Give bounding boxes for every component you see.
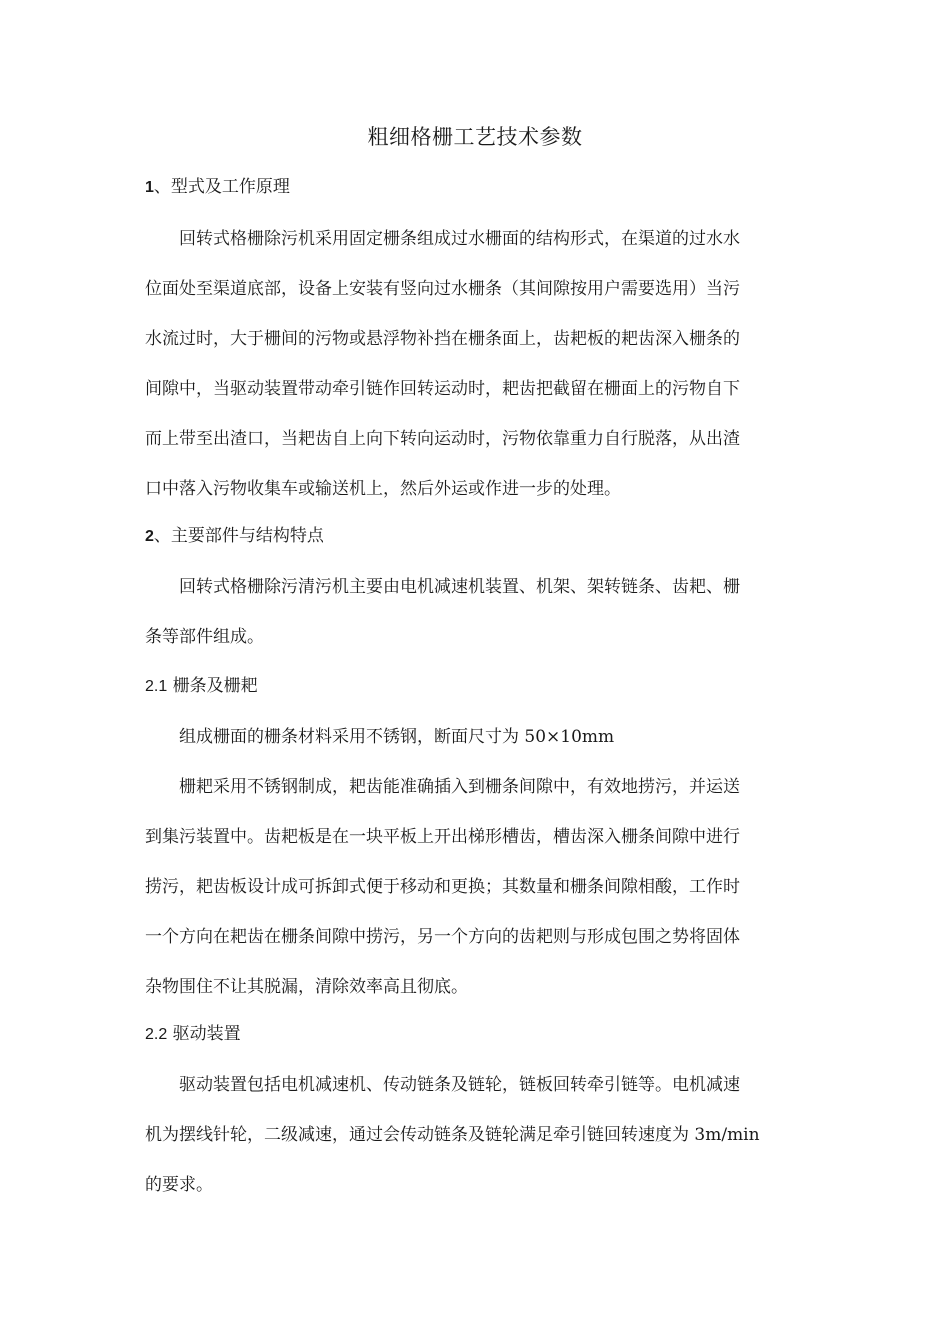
paragraph-line: 机为摆线针轮，二级减速，通过会传动链条及链轮满足牵引链回转速度为 3m/min [145,1125,760,1145]
paragraph-line: 捞污，耙齿板设计成可拆卸式便于移动和更换；其数量和栅条间隙相酸，工作时 [145,877,740,897]
section-number: 2.2 [145,1026,168,1043]
section-2-heading [145,524,324,549]
paragraph-line: 水流过时，大于栅间的污物或悬浮物补挡在栅条面上，齿耙板的耙齿深入栅条的 [145,329,740,349]
paragraph-line: 栅耙采用不锈钢制成，耙齿能准确插入到栅条间隙中，有效地捞污，并运送 [179,777,740,797]
section-2-1-heading [145,674,258,699]
paragraph-line: 回转式格栅除污机采用固定栅条组成过水栅面的结构形式，在渠道的过水水 [179,229,740,249]
paragraph-line: 位面处至渠道底部，设备上安装有竖向过水栅条（其间隙按用户需要选用）当污 [145,279,740,299]
document-title: 粗细格栅工艺技术参数 [367,125,583,149]
paragraph-line: 驱动装置包括电机减速机、传动链条及链轮，链板回转牵引链等。电机减速 [179,1075,740,1095]
paragraph-line: 到集污装置中。齿耙板是在一块平板上开出梯形槽齿，槽齿深入栅条间隙中进行 [145,827,740,847]
section-number: 1 [145,179,154,196]
section-title: 、主要部件与结构特点 [153,526,324,546]
paragraph-line: 杂物围住不让其脱漏，清除效率高且彻底。 [145,977,468,997]
section-number: 2 [145,528,154,545]
paragraph-line: 而上带至出渣口，当耙齿自上向下转向运动时，污物依靠重力自行脱落，从出渣 [145,429,740,449]
section-title: 、型式及工作原理 [153,177,290,197]
paragraph-line: 间隙中，当驱动装置带动牵引链作回转运动时，耙齿把截留在栅面上的污物自下 [145,379,740,399]
section-title: 驱动装置 [167,1024,241,1044]
section-2-2-heading [145,1022,241,1047]
paragraph-line: 的要求。 [145,1175,213,1195]
section-2-2-paragraph [145,1060,808,1210]
section-1-heading [145,175,290,200]
section-number: 2.1 [145,678,168,695]
paragraph-line: 条等部件组成。 [145,627,264,647]
paragraph-line: 组成栅面的栅条材料采用不锈钢，断面尺寸为 50×10mm [179,727,615,747]
section-1-paragraph [145,214,808,514]
section-title: 栅条及栅耙 [167,676,258,696]
section-2-paragraph [145,562,808,662]
paragraph-line: 回转式格栅除污清污机主要由电机减速机装置、机架、架转链条、齿耙、栅 [179,577,740,597]
paragraph-line: 口中落入污物收集车或输送机上，然后外运或作进一步的处理。 [145,479,621,499]
section-2-1-paragraph-a [145,712,808,762]
section-2-1-paragraph-b [145,762,808,1012]
paragraph-line: 一个方向在耙齿在栅条间隙中捞污，另一个方向的齿耙则与形成包围之势将固体 [145,927,740,947]
